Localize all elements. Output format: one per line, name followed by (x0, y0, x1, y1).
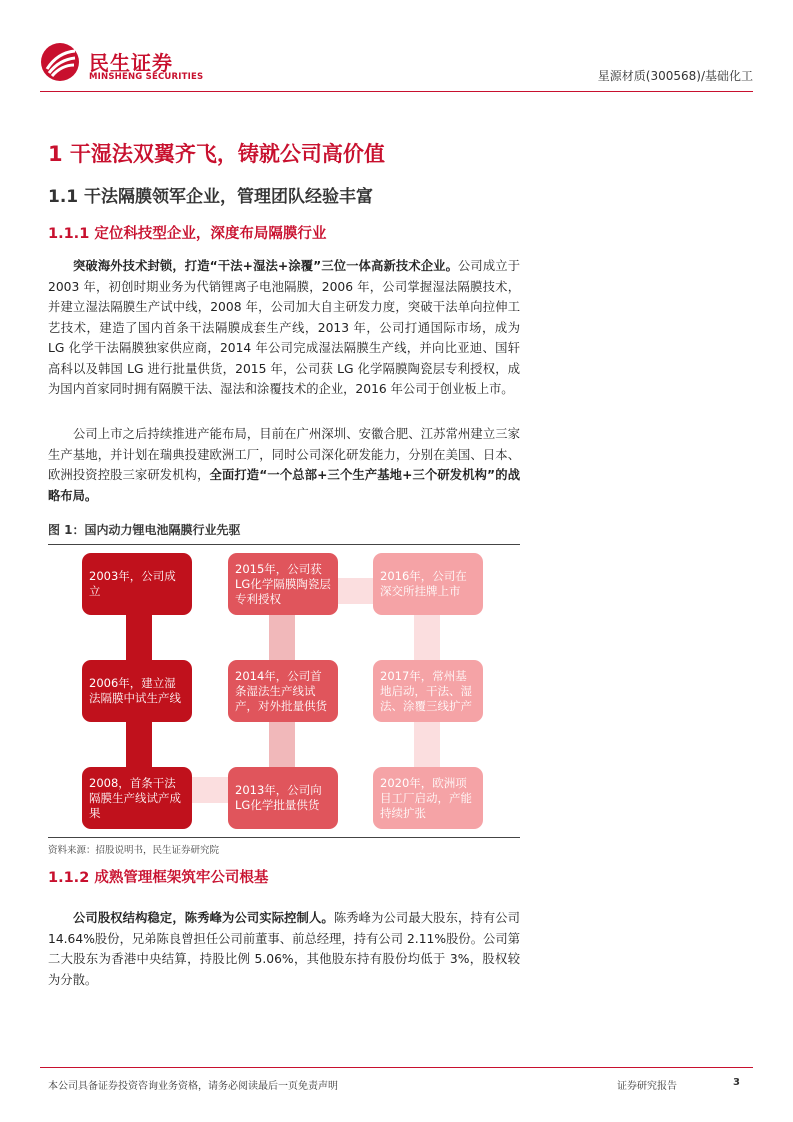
timeline-text: 2017年，常州基地启动，干法、湿法、涂覆三线扩产 (380, 668, 472, 713)
connector-2006-2008 (126, 722, 152, 768)
minsheng-logo-icon (40, 42, 80, 82)
timeline-box-2006 (82, 660, 192, 722)
paragraph-emphasis: 全面打造“一个总部+三个生产基地+三个研发机构”的战略布局。 (48, 468, 520, 503)
timeline-box-2015 (228, 553, 338, 615)
connector-2003-2006 (126, 614, 152, 660)
timeline-box-2008 (82, 767, 192, 829)
timeline-text: 2016年，公司在深交所挂牌上市 (380, 569, 467, 598)
page-number: 3 (733, 1077, 740, 1088)
figure-source: 资料来源：招股说明书，民生证券研究院 (48, 845, 220, 856)
connector-2016-2017 (414, 614, 440, 660)
timeline-text: 2006年，建立湿法隔膜中试生产线 (89, 676, 181, 705)
brand-name-cn: 民生证券 (89, 51, 173, 75)
footer-report-type: 证券研究报告 (617, 1081, 677, 1092)
connector-2017-2020 (414, 722, 440, 768)
timeline-box-2003 (82, 553, 192, 615)
paragraph-body: 公司成立于 2003 年，初创时期业务为代销锂离子电池隔膜，2006 年，公司掌握湿法隔膜技术，并建立湿法隔膜生产试中线，2008 年，公司加大自主研发力度，突破干法单向拉伸工艺技术，建造了国内首条干法隔膜成套生产线，2013 年，公司打通国际市场，成为 LG 化学干法隔膜独家供应商，2014 年公司完成湿法隔膜生产线，并向比亚迪、国轩高科以及韩国 LG 进行批量供货，2015 年，公司获 LG 化学隔膜陶瓷层专利授权，成为国内首家同时拥有隔膜干法、湿法和涂覆技术的企业，2016 年公司于创业板上市。 (48, 259, 520, 396)
figure-title: 图 1：国内动力锂电池隔膜行业先驱 (48, 523, 241, 537)
figure-bottom-rule (48, 837, 520, 838)
footer-divider (40, 1067, 753, 1068)
timeline-box-2020 (373, 767, 483, 829)
paragraph-company-history (48, 256, 520, 400)
connector-2013-2014 (269, 722, 295, 768)
timeline-box-2017 (373, 660, 483, 722)
paragraph-body: 公司上市之后持续推进产能布局，目前在广州深圳、安徽合肥、江苏常州建立三家生产基地，并计划在瑞典投建欧洲工厂，同时公司深化研发能力，分别在美国、日本、欧洲投资控股三家研发机构， (48, 427, 520, 482)
timeline-text: 2003年，公司成立 (89, 569, 176, 598)
connector-2008-2013 (192, 777, 228, 803)
timeline-box-2014 (228, 660, 338, 722)
connector-2015-2016 (337, 578, 373, 604)
section-1-title: 1 干湿法双翼齐飞，铸就公司高价值 (48, 142, 385, 166)
timeline-text: 2008，首条干法隔膜生产线试产成果 (89, 775, 181, 820)
timeline-text: 2020年，欧洲项目工厂启动，产能持续扩张 (380, 775, 472, 820)
timeline-box-2016 (373, 553, 483, 615)
timeline-text: 2015年，公司获LG化学隔膜陶瓷层专利授权 (235, 561, 331, 606)
connector-2014-2015 (269, 614, 295, 660)
timeline-text: 2014年，公司首条湿法生产线试产，对外批量供货 (235, 668, 327, 713)
figure-top-rule (48, 544, 520, 545)
paragraph-lead: 公司股权结构稳定，陈秀峰为公司实际控制人。 (73, 911, 334, 925)
timeline-box-2013 (228, 767, 338, 829)
section-1-1-2-title: 1.1.2 成熟管理框架筑牢公司根基 (48, 870, 269, 886)
section-1-1-1-title: 1.1.1 定位科技型企业，深度布局隔膜行业 (48, 226, 327, 242)
section-1-1-title: 1.1 干法隔膜领军企业，管理团队经验丰富 (48, 187, 374, 207)
paragraph-lead: 突破海外技术封锁，打造“干法+湿法+涂覆”三位一体高新技术企业。 (73, 259, 459, 273)
footer-disclaimer: 本公司具备证券投资咨询业务资格，请务必阅读最后一页免责声明 (48, 1081, 338, 1092)
timeline-text: 2013年，公司向LG化学批量供货 (235, 783, 322, 812)
brand-name-en: MINSHENG SECURITIES (89, 72, 204, 82)
paragraph-shareholding (48, 908, 520, 990)
header-divider (40, 91, 753, 92)
paragraph-body: 陈秀峰为公司最大股东，持有公司 14.64%股份，兄弟陈良曾担任公司前董事、前总经理，持有公司 2.11%股份。公司第二大股东为香港中央结算，持股比例 5.06%，其他股东持有股份均低于 3%，股权较为分散。 (48, 911, 520, 987)
report-tag: 星源材质(300568)/基础化工 (597, 69, 753, 83)
paragraph-capacity-layout (48, 424, 520, 506)
